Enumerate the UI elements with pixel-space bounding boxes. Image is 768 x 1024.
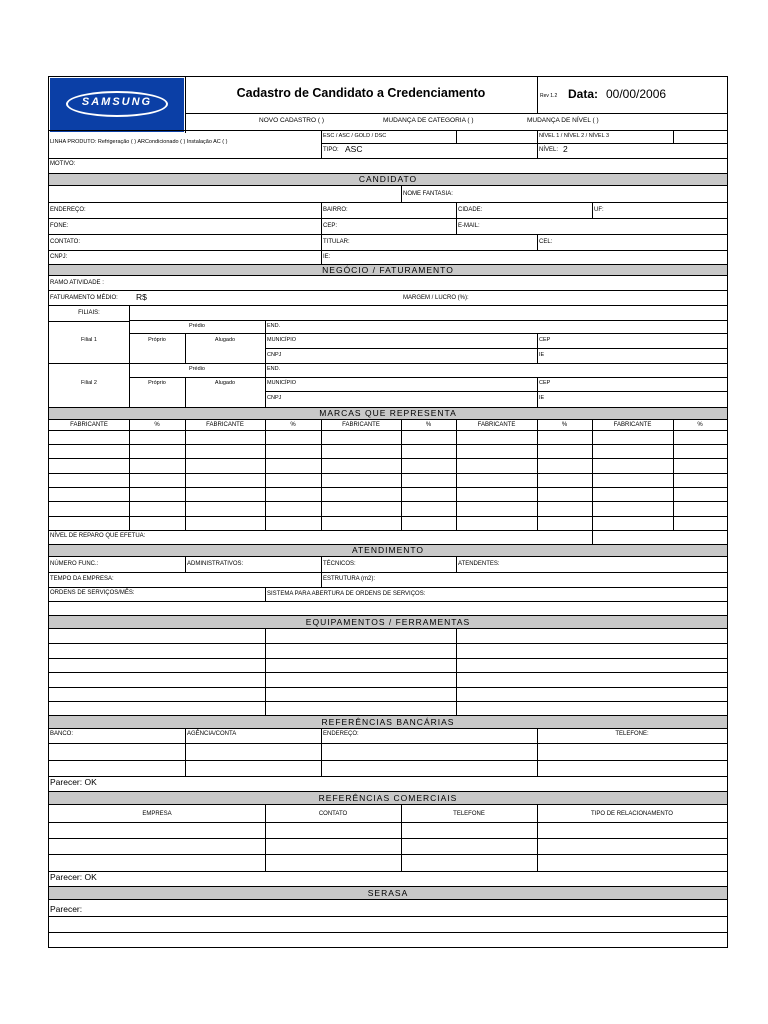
date-label: Data: <box>568 87 599 101</box>
parecer-bancario[interactable]: Parecer: OK <box>50 777 97 787</box>
mudanca-categoria-option[interactable]: MUDANÇA DE CATEGORIA ( ) <box>383 117 474 124</box>
samsung-logo <box>50 78 184 132</box>
filial-2-label: Filial 2 <box>81 380 97 386</box>
margem-field[interactable]: MARGEM / LUCRO (%): <box>403 295 469 301</box>
niveis-label: NÍVEL 1 / NÍVEL 2 / NÍVEL 3 <box>539 133 610 139</box>
estrutura-field[interactable]: ESTRUTURA (m2): <box>323 576 376 582</box>
ordens-servico-field[interactable]: ORDENS DE SERVIÇOS/MÊS: <box>50 590 135 596</box>
nivel-reparo-field[interactable]: NÍVEL DE REPARO QUE EFETUA: <box>50 533 146 539</box>
banco-header: BANCO: <box>50 731 74 737</box>
cidade-field[interactable]: CIDADE: <box>458 207 483 213</box>
bairro-field[interactable]: BAIRRO: <box>323 207 348 213</box>
email-field[interactable]: E-MAIL: <box>458 223 480 229</box>
nivel-label: NÍVEL: <box>539 147 559 153</box>
parecer-serasa[interactable]: Parecer: <box>50 904 83 914</box>
section-atendimento: ATENDIMENTO <box>49 544 727 557</box>
section-negocio: NEGÓCIO / FATURAMENTO <box>49 264 727 276</box>
fabricante-header-3: FABRICANTE <box>342 422 380 428</box>
endereco-field[interactable]: ENDEREÇO: <box>50 207 86 213</box>
section-referencias-comerciais: REFERÊNCIAS COMERCIAIS <box>49 791 727 805</box>
telefone-comercial-header: TELEFONE <box>453 811 485 817</box>
fone-field[interactable]: FONE: <box>50 223 69 229</box>
tipo-value[interactable]: ASC <box>345 144 363 154</box>
cnpj-field-2[interactable]: CNPJ <box>267 395 282 401</box>
sistema-abertura-field[interactable]: SISTEMA PARA ABERTURA DE ORDENS DE SERVIÇOS: <box>267 591 426 597</box>
currency-symbol: R$ <box>136 292 147 302</box>
linha-produto[interactable]: LINHA PRODUTO: Refrigeração ( ) ARCondicionado ( ) Instalação AC ( ) <box>50 139 228 145</box>
ramo-atividade-field[interactable]: RAMO ATIVIDADE : <box>50 280 104 286</box>
predio-label-1: Prédio <box>189 323 205 329</box>
proprio-option-2[interactable]: Próprio <box>148 380 166 386</box>
tecnicos-field[interactable]: TÉCNICOS: <box>323 561 356 567</box>
cep-field-2[interactable]: CEP <box>539 380 551 386</box>
filial-1-label: Filial 1 <box>81 337 97 343</box>
proprio-option-1[interactable]: Próprio <box>148 337 166 343</box>
alugado-option-2[interactable]: Alugado <box>214 380 236 386</box>
date-value[interactable]: 00/00/2006 <box>606 87 667 101</box>
endereco-header: ENDEREÇO: <box>323 731 359 737</box>
section-equipamentos: EQUIPAMENTOS / FERRAMENTAS <box>49 615 727 629</box>
end-field-2[interactable]: END. <box>267 366 281 372</box>
titular-field[interactable]: TITULAR: <box>323 239 350 245</box>
section-marcas: MARCAS QUE REPRESENTA <box>49 407 727 420</box>
fabricante-header-5: FABRICANTE <box>613 422 652 428</box>
ie-field-1[interactable]: IE <box>539 352 545 358</box>
section-serasa: SERASA <box>49 886 727 900</box>
novo-cadastro-option[interactable]: NOVO CADASTRO ( ) <box>259 117 325 124</box>
contato-header: CONTATO <box>318 811 348 817</box>
pct-header-5: % <box>697 422 703 428</box>
filiais-label: FILIAIS: <box>78 310 100 316</box>
cep-field[interactable]: CEP: <box>323 223 338 229</box>
parecer-comercial[interactable]: Parecer: OK <box>50 872 97 882</box>
alugado-option-1[interactable]: Alugado <box>214 337 236 343</box>
fabricante-header-1: FABRICANTE <box>70 422 108 428</box>
atendentes-field[interactable]: ATENDENTES: <box>458 561 500 567</box>
municipio-field-1[interactable]: MUNICÍPIO <box>267 337 297 343</box>
fabricante-header-2: FABRICANTE <box>206 422 244 428</box>
section-candidato: CANDIDATO <box>49 173 727 186</box>
cnpj-field[interactable]: CNPJ: <box>50 254 68 260</box>
pct-header-1: % <box>154 422 160 428</box>
empresa-header: EMPRESA <box>142 811 172 817</box>
pct-header-4: % <box>561 422 568 428</box>
mudanca-nivel-option[interactable]: MUDANÇA DE NÍVEL ( ) <box>527 117 599 124</box>
form-title: Cadastro de Candidato a Credenciamento <box>236 86 486 100</box>
nivel-value[interactable]: 2 <box>563 144 568 154</box>
categoria-label: ESC / ASC / GOLD / DSC <box>323 133 387 139</box>
tempo-empresa-field[interactable]: TEMPO DA EMPRESA: <box>50 576 114 582</box>
cep-field-1[interactable]: CEP <box>539 337 551 343</box>
municipio-field-2[interactable]: MUNICÍPIO <box>267 380 297 386</box>
contato-field[interactable]: CONTATO: <box>50 239 80 245</box>
pct-header-3: % <box>425 422 432 428</box>
revision: Rev 1.2 <box>540 93 558 99</box>
administrativos-field[interactable]: ADMINISTRATIVOS: <box>187 561 244 567</box>
registration-form <box>48 76 728 948</box>
tipo-label: TIPO: <box>323 147 339 153</box>
uf-field[interactable]: UF: <box>594 207 604 213</box>
cel-field[interactable]: CEL: <box>539 239 553 245</box>
ie-field[interactable]: IE: <box>323 254 331 260</box>
end-field-1[interactable]: END. <box>267 323 281 329</box>
predio-label-2: Prédio <box>189 366 205 372</box>
pct-header-2: % <box>290 422 296 428</box>
faturamento-field[interactable]: FATURAMENTO MÉDIO: <box>50 295 118 301</box>
agencia-header: AGÊNCIA/CONTA <box>187 731 237 737</box>
cnpj-field-1[interactable]: CNPJ <box>267 352 282 358</box>
telefone-header: TELEFONE: <box>615 731 649 737</box>
fabricante-header-4: FABRICANTE <box>477 422 516 428</box>
ie-field-2[interactable]: IE <box>539 395 545 401</box>
logo-text: SAMSUNG <box>81 96 153 108</box>
nome-fantasia-field[interactable]: NOME FANTASIA: <box>403 191 453 197</box>
section-referencias-bancarias: REFERÊNCIAS BANCÁRIAS <box>49 715 727 729</box>
tipo-relacionamento-header: TIPO DE RELACIONAMENTO <box>591 811 673 817</box>
numero-func-field[interactable]: NÚMERO FUNC.: <box>50 561 99 567</box>
motivo-field[interactable]: MOTIVO: <box>50 161 76 167</box>
